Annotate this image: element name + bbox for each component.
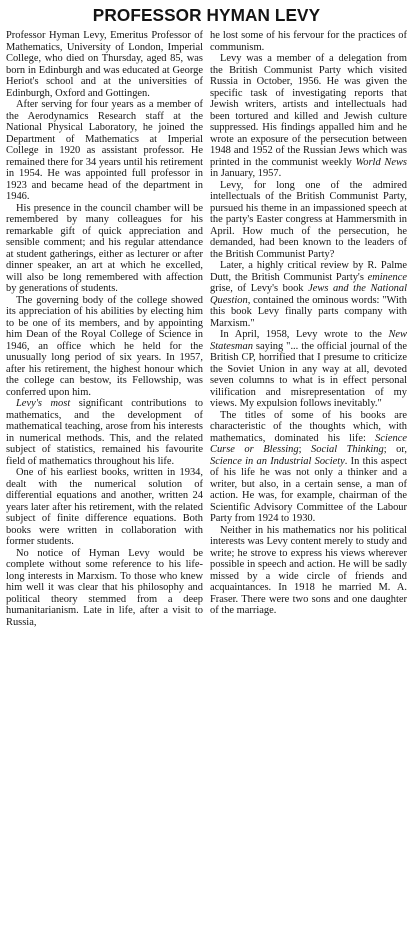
paragraph: In April, 1958, Levy wrote to the New Statesman saying "... the official journal of the British CP, horrified that I presume to criticize the Soviet Union in any way at all, devoted seven columns to what is in effect personal vilification and misrepresentation of my views. My expulsion follows inevitably." bbox=[210, 329, 407, 409]
paragraph: Neither in his mathematics nor his political interests was Levy content merely to study and write; he strove to express his views wherever possible in speech and action. He will be sadly missed by a wide circle of friends and acquaintances. In 1918 he married M. A. Fraser. There were two sons and one daughter of the marriage. bbox=[210, 524, 407, 616]
paragraph: One of his earliest books, written in 1934, dealt with the numerical solution of differential equations and another, written 24 years later after his retirement, with the related subject of finite difference equations. Both books were written in collaboration with former students. bbox=[6, 467, 203, 547]
paragraph: Levy was a member of a delegation from the British Communist Party which visited Russia in October, 1956. He was given the specific task of investigating reports that Jewish writers, artists and intellectuals had been tortured and killed and Jewish culture suppressed. His findings appalled him and he wrote an exposure of the persecution between 1948 and 1952 of the Russian Jews which was printed in the communist weekly World News in January, 1957. bbox=[210, 53, 407, 179]
paragraph: Professor Hyman Levy, Emeritus Professor of Mathematics, University of London, Imperial College, who died on Thursday, aged 85, was born in Edinburgh and was educated at George Heriot's school and at the universities of Edinburgh, Oxford and Gottingen. bbox=[6, 30, 203, 99]
right-column bbox=[210, 30, 407, 628]
article-columns bbox=[6, 30, 407, 628]
paragraph: Levy's most significant contributions to mathematics, and the development of mathematical teaching, arose from his interests in numerical methods. This, and the related subject of statistics, remained his favourite field of mathematics throughout his life. bbox=[6, 398, 204, 467]
paragraph: The governing body of the college showed its appreciation of his abilities by electing him to be one of its members, and by appointing him Dean of the Royal College of Science in 1946, an office which he held for the unusually long period of six years. In 1957, after his retirement, the highest honour which the college can bestow, its Fellowship, was conferred upon him. bbox=[6, 294, 203, 398]
paragraph: His presence in the council chamber will be remembered by many colleagues for his remarkable gift of quick appreciation and sensible comment; and his regular attendance at student gatherings, either as lecturer or after dinner speaker, an art at which he excelled, will also be long remembered with affection by generations of students. bbox=[6, 202, 203, 294]
paragraph: Levy, for long one of the admired intellectuals of the British Communist Party, pursued his theme in an impassioned speech at the party's Easter congress at Hammersmith in April. How much of the persecution, he demanded, had been known to the leaders of the British Communist Party? bbox=[210, 179, 407, 260]
paragraph: Later, a highly critical review by R. Palme Dutt, the British Communist Party's eminence grise, of Levy's book Jews and the National Question, contained the ominous words: "With this book Levy finally parts company with Marxism." bbox=[210, 260, 408, 329]
left-column bbox=[6, 30, 203, 628]
paragraph: The titles of some of his books are characteristic of the thoughts which, with mathematics, dominated his life: Science Curse or Blessing; Social Thinking; or, Science in an Industrial Society. In this aspect of his life he was not only a thinker and a writer, but also, in a certain sense, a man of action. He was, for example, chairman of the Scientific Advisory Committee of the Labour Party from 1924 to 1930. bbox=[210, 409, 407, 524]
paragraph: No notice of Hyman Levy would be complete without some reference to his life-long interests in Marxism. To those who knew him well it was clear that his philosophy and political theory stemmed from a deep humanitarianism. Late in life, after a visit to Russia, bbox=[6, 547, 203, 628]
paragraph: he lost some of his fervour for the practices of communism. bbox=[210, 30, 407, 53]
paragraph: After serving for four years as a member of the Aerodynamics Research staff at the National Physical Laboratory, he joined the Department of Mathematics at Imperial College in 1920 as assistant professor. He remained there for 34 years until his retirement in 1954. He was appointed full professor in 1923 and became head of the department in 1946. bbox=[6, 99, 203, 202]
headline: PROFESSOR HYMAN LEVY bbox=[92, 5, 321, 25]
